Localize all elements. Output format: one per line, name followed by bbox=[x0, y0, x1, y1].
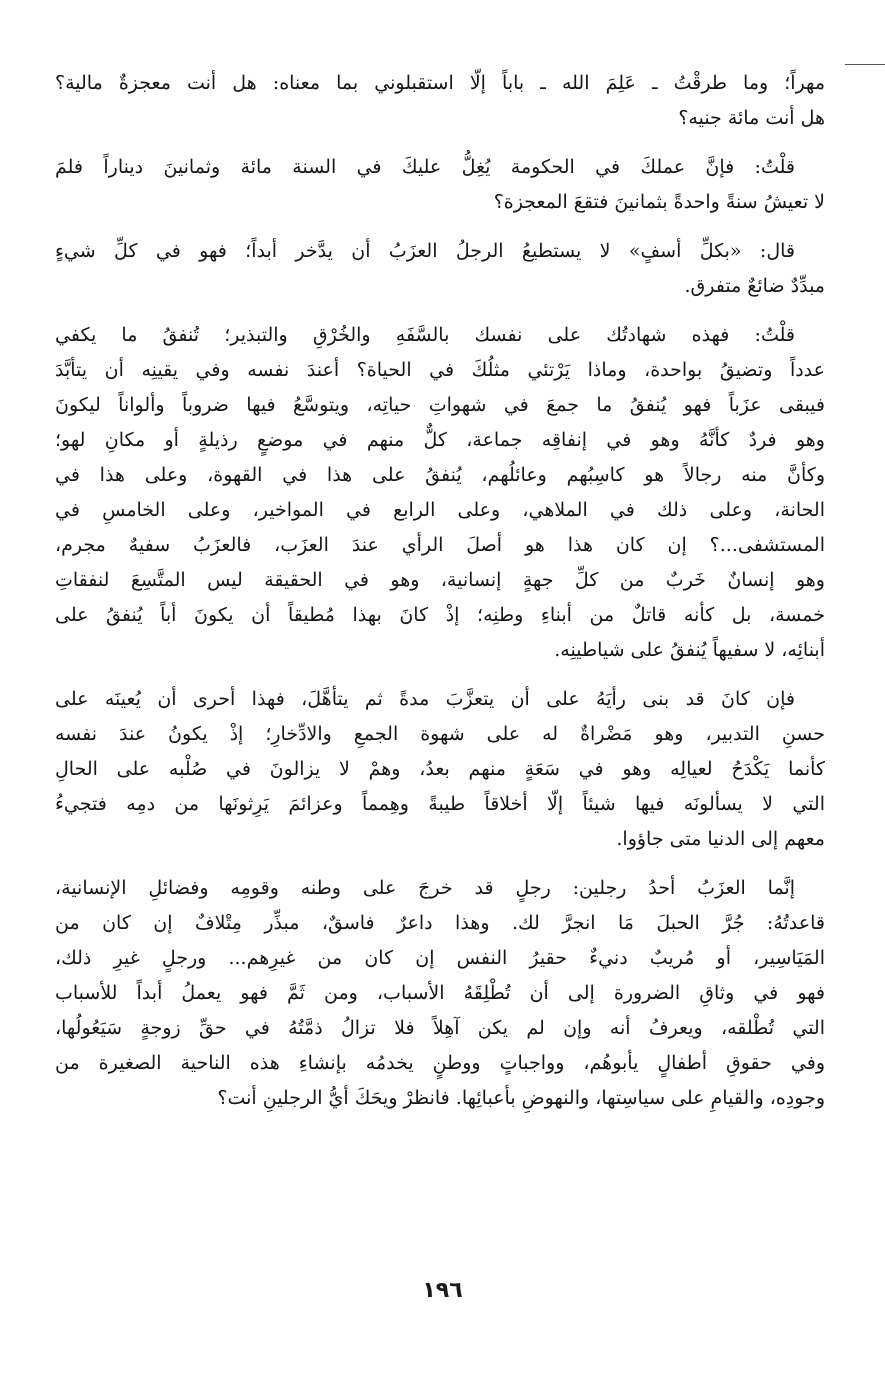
text-body bbox=[55, 66, 825, 1116]
text-line: وجودِه، والقيامِ على سياسِتها، والنهوضِ بأعبائِها. فانظرْ ويحَكَ أيُّ الرجلينِ أنت؟ bbox=[217, 1087, 825, 1109]
paragraph bbox=[55, 318, 825, 668]
text-line: المَيَاسِير، أو مُريبٌ دنيءٌ حقيرُ النفس إن كان من غيرِهم... ورجلٍ غيرِ ذلك، bbox=[55, 947, 825, 969]
text-line: فإن كانَ قد بنى رأيَهُ على أن يتعزَّبَ مدةً ثم يتأهَّلَ، فهذا أحرى أن يُعينَه على bbox=[55, 688, 795, 710]
text-line: حسنِ التدبير، وهو مَضْراةٌ له على شهوة الجمعِ والادِّخارِ؛ إذْ يكونُ عندَ نفسه bbox=[55, 723, 825, 745]
page-edge-mark bbox=[845, 64, 885, 65]
text-line: كأنما يَكْدَحُ لعيالِه وهو في سَعَةٍ منهم بعدُ، وهمْ لا يزالونَ في صُلْبه على الحالِ bbox=[55, 758, 825, 780]
text-line: إنَّما العزَبُ أحدُ رجلين: رجلٍ قد خرجَ على وطنه وقومِه وفضائلِ الإنسانية، bbox=[55, 877, 796, 899]
text-line: معهم إلى الدنيا متى جاؤوا. bbox=[616, 828, 825, 850]
text-line: خمسة، بل كأنه قاتلٌ من أبناءِ وطنِه؛ إذْ كانَ بهذا مُطيقاً أن يكونَ أباً يُنفقُ على bbox=[55, 604, 825, 626]
text-line: هل أنت مائة جنيه؟ bbox=[678, 107, 825, 129]
text-line: فهو في وثاقِ الضرورة إلى أن تُطْلِقَهُ الأسباب، ومن ثَمَّ فهو يعملُ أبداً للأسباب bbox=[55, 982, 825, 1004]
text-line: عدداً وتضيقُ بواحدة، وماذا يَرْتئي مثلُكَ في الحياة؟ أعندَ نفسه وفي يقينِه أن يتأبَّدَ bbox=[55, 359, 825, 381]
text-line: وكأنَّ منه رجالاً هو كاسِبُهم وعائلُهم، يُنفقُ على هذا في القهوة، وعلى هذا في bbox=[55, 464, 825, 486]
paragraph bbox=[55, 871, 825, 1116]
text-line: قاعدتُهُ: جُرَّ الحبلَ مَا انجرَّ لك. وهذا داعرٌ فاسقٌ، مبذِّر مِتْلافٌ إن كان من bbox=[55, 912, 825, 934]
text-line: مهراً؛ وما طرقْتُ ـ عَلِمَ الله ـ باباً إلّا استقبلوني بما معناه: هل أنت معجزةٌ مالية؟ bbox=[55, 72, 825, 94]
text-line: التي لا يسألونَه فيها شيئاً إلّا أخلاقاً طيبةً وهِمماً وعزائمَ يَرِثونَها من دمِه فتجيءُ bbox=[55, 793, 825, 815]
text-line: قلْتُ: فإنَّ عملكَ في الحكومة يُغِلُّ عليكَ في السنة مائة وثمانينَ ديناراً فلمَ bbox=[55, 156, 795, 178]
paragraph bbox=[55, 66, 825, 136]
text-line: فيبقى عزَباً فهو يُنفقُ ما جمعَ في شهواتِ حياتِه، ويتوسَّعُ فيها ضروباً وألواناً ليكونَ bbox=[55, 394, 825, 416]
text-line: المستشفى...؟ إن كان هذا هو أصلَ الرأي عندَ العزَب، فالعزَبُ سفيهٌ مجرم، bbox=[55, 534, 825, 556]
text-line: الحانة، وعلى ذلك في الملاهي، وعلى الرابع في المواخير، وعلى الخامسِ في bbox=[55, 499, 825, 521]
text-line: مبدِّدٌ ضائعٌ متفرق. bbox=[684, 275, 825, 297]
paragraph bbox=[55, 682, 825, 857]
text-line: وهو فردٌ كأنَّهُ وهو في إنفاقِه جماعة، كلٌّ منهم في موضعٍ رذيلةٍ أو مكانِ لهو؛ bbox=[55, 429, 825, 451]
page-number: ١٩٦ bbox=[422, 1278, 463, 1303]
text-line: قلْتُ: فهذه شهادتُك على نفسك بالسَّفَهِ والخُرْقِ والتبذير؛ تُنفقُ ما يكفي bbox=[55, 324, 795, 346]
paragraph bbox=[55, 234, 825, 304]
text-line: لا تعيشُ سنةً واحدةً بثمانينَ فتقعَ المعجزة؟ bbox=[493, 191, 825, 213]
text-line: أبنائِه، لا سفيهاً يُنفقُ على شياطينِه. bbox=[554, 639, 825, 661]
text-line: وفي حقوقِ أطفالٍ يأبوهُم، وواجباتٍ ووطنٍ يخدمُه بإنشاءِ هذه الناحية الصغيرة من bbox=[55, 1052, 825, 1074]
text-line: قال: «بكلِّ أسفٍ» لا يستطيعُ الرجلُ العزَبُ أن يدَّخر أبداً؛ فهو في كلِّ شيءٍ bbox=[55, 240, 795, 262]
paragraph bbox=[55, 150, 825, 220]
text-line: وهو إنسانٌ خَربٌ من كلِّ جهةٍ إنسانية، وهو في الحقيقة ليس المتَّسِعَ لنفقاتِ bbox=[55, 569, 825, 591]
text-line: التي تُطْلقه، ويعرفُ أنه وإن لم يكن آهِلاً فلا تزالُ ذمَّتُهُ في حقِّ زوجةٍ سَيَعُولُها، bbox=[55, 1017, 825, 1039]
